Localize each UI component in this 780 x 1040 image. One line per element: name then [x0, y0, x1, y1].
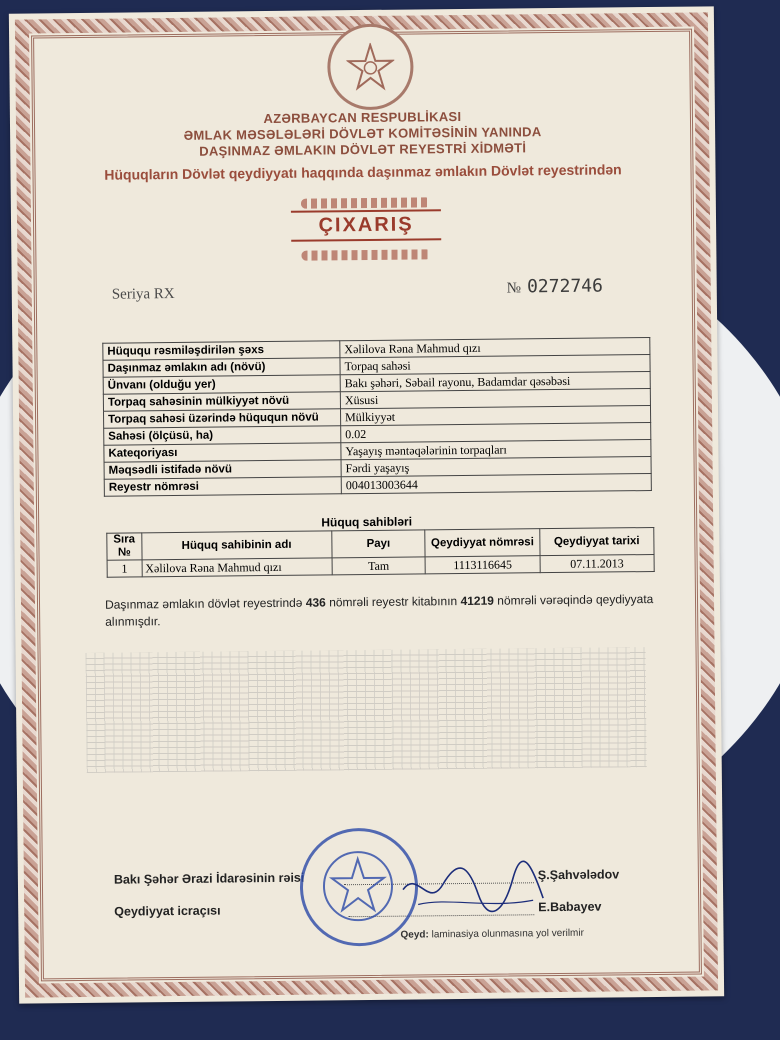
- info-label: Məqsədli istifadə növü: [104, 460, 341, 479]
- owners-cell: Xəlilova Rəna Mahmud qızı: [142, 558, 332, 577]
- info-value: Yaşayış məntəqələrinin torpaqları: [341, 440, 651, 460]
- info-value: Bakı şəhəri, Səbail rayonu, Badamdar qəsəbəsi: [340, 372, 650, 392]
- info-label: Daşınmaz əmlakın adı (növü): [103, 358, 340, 377]
- document-title: ÇIXARIŞ: [291, 209, 441, 242]
- header-line-3: DAŞINMAZ ƏMLAKIN DÖVLƏT REYESTRİ XİDMƏTİ: [199, 140, 527, 159]
- info-label: Torpaq sahəsinin mülkiyyət növü: [103, 392, 340, 411]
- registry-book-number: 436: [305, 595, 326, 610]
- owners-header-cell: Qeydiyyat nömrəsi: [425, 529, 540, 557]
- owners-title: Hüquq sahibləri: [321, 514, 413, 530]
- owners-cell: 1113116645: [425, 556, 540, 574]
- info-value: 004013003644: [341, 474, 651, 494]
- info-value: Torpaq sahəsi: [340, 355, 650, 375]
- header-line-1: AZƏRBAYCAN RESPUBLİKASI: [263, 108, 462, 127]
- state-emblem-icon: [327, 23, 414, 110]
- background-watermark: [86, 647, 647, 773]
- number-symbol: №: [506, 280, 522, 297]
- info-label: Reyestr nömrəsi: [104, 477, 341, 496]
- owners-cell: 1: [107, 560, 142, 577]
- lamination-note: [400, 928, 584, 941]
- handwritten-signature-icon: [398, 858, 549, 920]
- executor-name: E.Babayev: [538, 899, 602, 915]
- title-ornament-top: [301, 197, 431, 208]
- note-text: laminasiya olunmasına yol verilmir: [428, 927, 584, 941]
- info-label: Sahəsi (ölçüsü, ha): [104, 426, 341, 445]
- property-info-table: [102, 337, 652, 497]
- owners-header-cell: Qeydiyyat tarixi: [539, 527, 654, 555]
- registry-page-number: 41219: [460, 593, 494, 609]
- info-value: Fərdi yaşayış: [341, 457, 651, 477]
- info-label: Kateqoriyası: [104, 443, 341, 462]
- owners-cell: 07.11.2013: [540, 554, 654, 572]
- info-label: Torpaq sahəsi üzərində hüququn növü: [104, 409, 341, 428]
- owners-table: [106, 527, 654, 578]
- registry-paragraph: [105, 591, 665, 631]
- header-line-2: ƏMLAK MƏSƏLƏLƏRİ DÖVLƏT KOMİTƏSİNİN YANINDA: [183, 124, 542, 143]
- owners-header-cell: Payı: [331, 530, 425, 558]
- info-value: Xüsusi: [340, 389, 650, 409]
- paragraph-text-a: Daşınmaz əmlakın dövlət reyestrində: [104, 595, 306, 612]
- info-label: Hüququ rəsmiləşdirilən şəxs: [103, 341, 340, 360]
- office-head-name: Ş.Şahvələdov: [537, 867, 620, 883]
- owners-header-cell: Sıra №: [107, 533, 142, 560]
- note-label: Qeyd:: [400, 929, 429, 941]
- paragraph-text-c: nömrəli vərəqində qeydiyyata alınmışdır.: [105, 592, 654, 629]
- office-head-label: Bakı Şəhər Ərazi İdarəsinin rəisi: [113, 870, 305, 887]
- serial-number: [507, 276, 603, 298]
- owners-header-cell: Hüquq sahibinin adı: [141, 531, 331, 560]
- info-value: Xəlilova Rəna Mahmud qızı: [340, 338, 650, 358]
- info-label: Ünvanı (olduğu yer): [103, 375, 340, 394]
- certificate-document: [9, 6, 724, 1003]
- header-subtitle: Hüquqların Dövlət qeydiyyatı haqqında daşınmaz əmlakın Dövlət reyestrindən: [104, 161, 622, 183]
- stamp-inner-ring: [323, 851, 394, 922]
- paragraph-text-b: nömrəli reyestr kitabının: [325, 594, 461, 610]
- executor-label: Qeydiyyat icraçısı: [114, 903, 221, 919]
- title-ornament-bottom: [301, 249, 431, 260]
- owners-cell: Tam: [332, 557, 426, 575]
- info-value: 0.02: [341, 423, 651, 443]
- series-label: Seriya RX: [111, 285, 175, 303]
- serial-number-value: 0272746: [526, 275, 604, 298]
- info-value: Mülkiyyət: [340, 406, 650, 426]
